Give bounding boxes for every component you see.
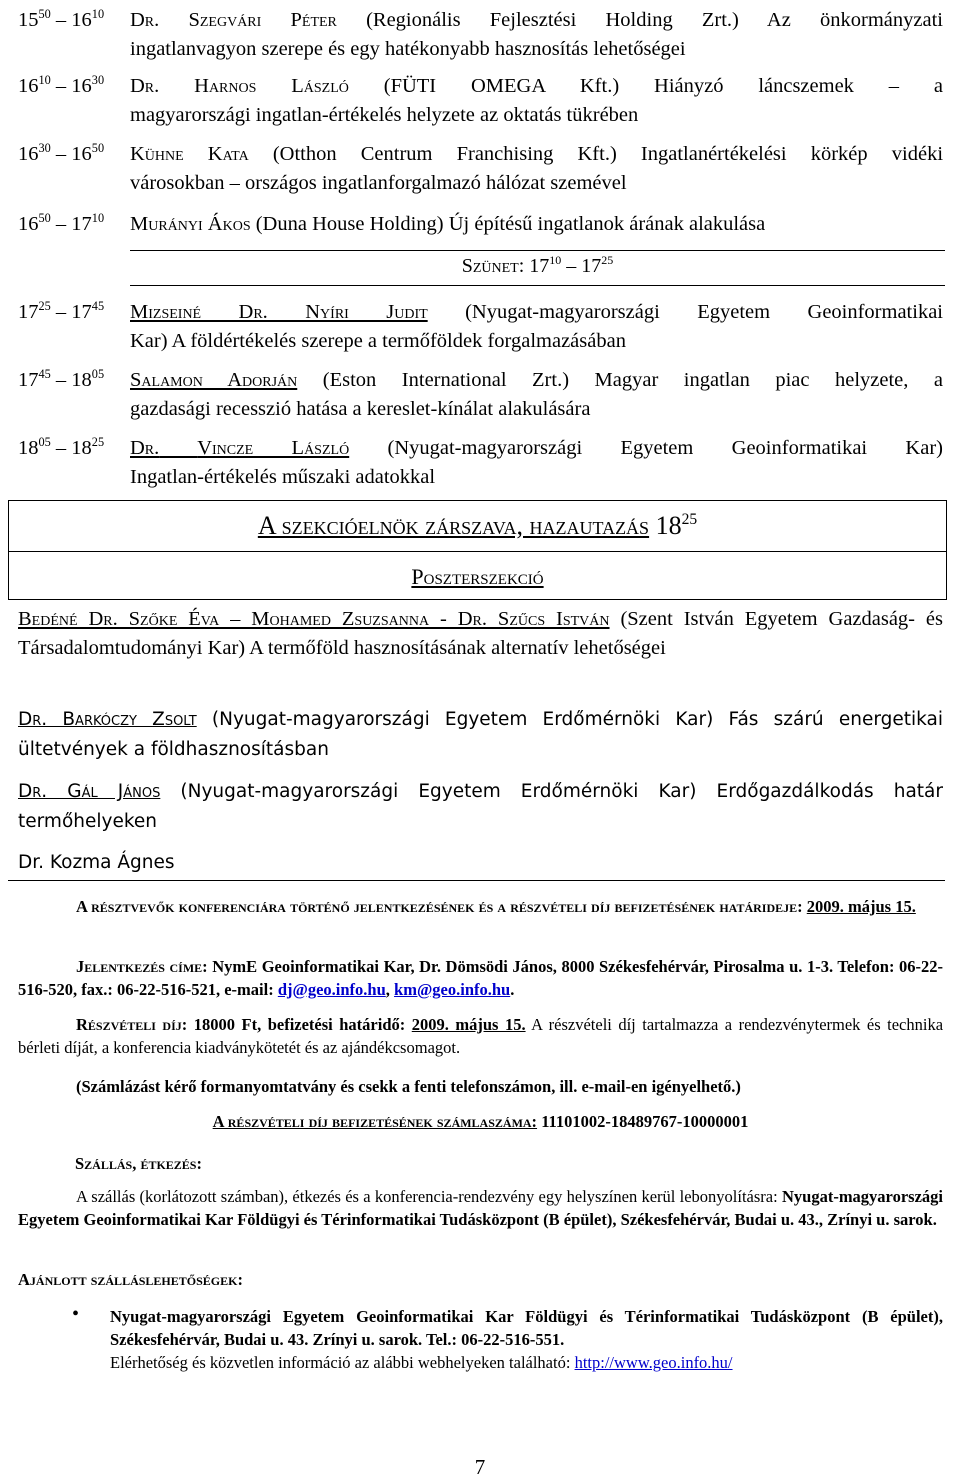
talk-text: (Regionális Fejlesztési Holding Zrt.) Az önkormányzati — [366, 9, 943, 31]
talk-text-continued: magyarországi ingatlan-értékelés helyzete az oktatás tükrében — [130, 104, 639, 126]
talk-text: (Nyugat-magyarországi Egyetem Geoinformatikai Kar) — [387, 437, 943, 459]
list-item: • Nyugat-magyarországi Egyetem Geoinformatikai Kar Földügyi és Térinformatikai Tudásközpont (B épület), Székesfehérvár, Budai u. 43. Zrínyi u. sarok. Tel.: 06-22-516-551. Elérhetőség és közvetlen információ az alábbi webhelyeken található: http://www.geo.info.hu/ — [72, 1303, 943, 1372]
break-line: Szünet: $17^{10} - 17^{25}$ — [461, 253, 614, 277]
account-line: A részvételi díj befizetésének számlaszáma: 11101002-18489767-10000001 — [212, 1112, 749, 1131]
accommodation-list — [72, 1303, 943, 1374]
talk-text: (Eston International Zrt.) Magyar ingatlan piac helyzete, a — [322, 369, 943, 391]
time-range: $16^{30} - 16^{50}$ — [18, 141, 105, 165]
talk-text: (Duna House Holding) Új építésű ingatlanok árának alakulása — [255, 213, 766, 235]
poster-entry — [18, 777, 943, 837]
poster-authors: Dr. Gál János — [18, 781, 161, 802]
program-entry — [18, 210, 943, 239]
speaker-name: Kühne Kata — [130, 143, 249, 165]
program-entry — [18, 366, 943, 424]
poster-text: (Nyugat-magyarországi Egyetem Erdőmérnöki Kar) Erdőgazdálkodás határ termőhelyeken — [18, 781, 943, 832]
recommended-label: Ajánlott szálláslehetőségek: — [18, 1270, 243, 1289]
poster-authors: Bedéné Dr. Szőke Éva – Mohamed Zsuzsanna - Dr. Szűcs István — [18, 608, 610, 630]
time-range: $17^{25} - 17^{45}$ — [18, 299, 105, 323]
talk-text-continued: Ingatlan-értékelés műszaki adatokkal — [130, 466, 436, 488]
program-entry — [18, 72, 943, 130]
website-link[interactable]: http://www.geo.info.hu/ — [574, 1353, 733, 1372]
speaker-name: Dr. Szegvári Péter — [130, 9, 337, 31]
deadline-line: A résztvevők konferenciára történő jelentkezésének és a részvételi díj befizetésének határideje: 2009. május 15. — [76, 897, 916, 916]
email-link[interactable]: km@geo.info.hu — [394, 980, 511, 999]
poster-text: (Szent István Egyetem Gazdaság- és Társadalomtudományi Kar) A termőföld hasznosításának alternatív lehetőségei — [18, 608, 944, 659]
accommodation-label: Szállás, étkezés: — [75, 1154, 202, 1173]
program-entry — [18, 140, 943, 198]
talk-text: (Otthon Centrum Franchising Kft.) Ingatlanértékelési körkép vidéki — [272, 143, 944, 165]
email-link[interactable]: dj@geo.info.hu — [277, 980, 386, 999]
page-number: 7 — [474, 1455, 486, 1479]
poster-section-title: Poszterszekció — [411, 564, 544, 589]
closing-line: A szekcióelnök zárszava, hazautazás $18^{25}$ — [257, 510, 698, 540]
poster-text: Dr. Kozma Ágnes — [18, 852, 175, 873]
time-range: $18^{05} - 18^{25}$ — [18, 435, 105, 459]
time-range: $15^{50} - 16^{10}$ — [18, 7, 105, 31]
speaker-name: Mizseiné Dr. Nyíri Judit — [130, 301, 428, 323]
poster-entry — [18, 848, 943, 878]
speaker-name: Dr. Vincze László — [130, 437, 350, 459]
speaker-name: Dr. Harnos László — [130, 75, 349, 97]
address-line: Jelentkezés címe: NymE Geoinformatikai Kar, Dr. Dömsödi János, 8000 Székesfehérvár, Pirosalma u. 1-3. Telefon: 06-22-516-520, fax.: 06-22-516-521, e-mail: dj@geo.info.hu, km@geo.info.hu. — [18, 957, 944, 999]
speaker-name: Murányi Ákos — [130, 213, 251, 235]
bullet-icon: • — [72, 1303, 80, 1325]
poster-entry — [18, 605, 943, 663]
divider — [130, 250, 945, 251]
talk-text: (FÜTI OMEGA Kft.) Hiányzó láncszemek – a — [383, 75, 943, 97]
time-range: $17^{45} - 18^{05}$ — [18, 367, 105, 391]
talk-text-continued: ingatlanvagyon szerepe és egy hatékonyabb hasznosítás lehetőségei — [130, 38, 686, 60]
speaker-name: Salamon Adorján — [130, 369, 298, 391]
program-entry — [18, 298, 943, 356]
accommodation-text: A szállás (korlátozott számban), étkezés és a konferencia-rendezvény egy helyszínen kerül lebonyolításra: Nyugat-magyarországi Egyetem Geoinformatikai Kar Földügyi és Térinformatikai Tudásközpont (B épület), Székesfehérvár, Budai u. 43., Zrínyi u. sarok. — [18, 1187, 943, 1229]
divider — [8, 880, 945, 881]
poster-text: (Nyugat-magyarországi Egyetem Erdőmérnöki Kar) Fás szárú energetikai ültetvények a földhasznosításban — [18, 709, 943, 760]
closing-box — [8, 500, 947, 600]
time-range: $16^{50} - 17^{10}$ — [18, 211, 105, 235]
divider — [130, 285, 945, 286]
program-entry — [18, 434, 943, 492]
fee-line: Részvételi díj: 18000 Ft, befizetési határidő: 2009. május 15. A részvételi díj tartalmazza a rendezvénytermek és technika bérleti díját, a konferencia kiadványkötetét és az ajándékcsomagot. — [18, 1015, 944, 1057]
program-entry — [18, 6, 943, 64]
talk-text-continued: gazdasági recesszió hatása a kereslet-kínálat alakulására — [130, 398, 591, 420]
poster-authors: Dr. Barkóczy Zsolt — [18, 709, 197, 730]
time-range: $16^{10} - 16^{30}$ — [18, 73, 105, 97]
talk-text-continued: Kar) A földértékelés szerepe a termőföldek forgalmazásában — [130, 330, 626, 352]
poster-entry — [18, 705, 943, 765]
divider — [9, 551, 946, 552]
talk-text-continued: városokban – országos ingatlanforgalmazó hálózat szemével — [130, 172, 627, 194]
talk-text: (Nyugat-magyarországi Egyetem Geoinformatikai — [465, 301, 943, 323]
invoice-note: (Számlázást kérő formanyomtatvány és csekk a fenti telefonszámon, ill. e-mail-en igényelhető.) — [76, 1077, 741, 1096]
